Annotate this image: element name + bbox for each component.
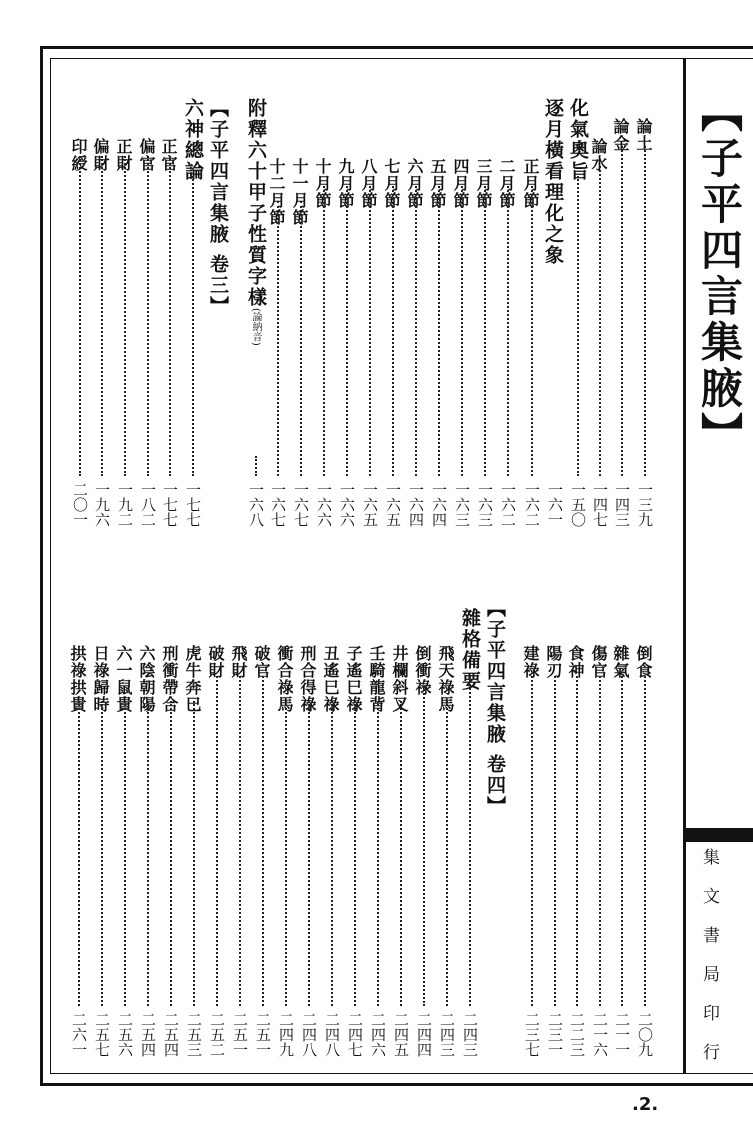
dot-leader bbox=[461, 186, 463, 476]
toc-entry bbox=[391, 645, 407, 713]
toc-entry-label: 論水 bbox=[589, 138, 608, 172]
toc-entry-label: 衝合祿馬 bbox=[275, 645, 294, 713]
dot-leader bbox=[599, 166, 601, 476]
toc-entry bbox=[337, 158, 353, 209]
toc-entry bbox=[314, 158, 330, 209]
toc-entry-label: 十一月節 bbox=[290, 158, 309, 226]
toc-entry-label: 【子平四言集腋 卷三】 bbox=[207, 98, 229, 317]
toc-entry-label: 建祿 bbox=[521, 645, 540, 679]
dot-leader bbox=[377, 701, 379, 1006]
toc-entry bbox=[69, 645, 85, 713]
dot-leader bbox=[124, 156, 126, 476]
toc-page-number: 二五一 bbox=[254, 1012, 272, 1057]
dot-leader bbox=[438, 186, 440, 476]
dot-leader bbox=[577, 176, 579, 476]
dot-leader bbox=[469, 676, 471, 1006]
dot-leader bbox=[621, 676, 623, 1006]
toc-entry bbox=[208, 98, 227, 317]
toc-entry-label: 四月節 bbox=[451, 158, 470, 209]
toc-page-number: 二〇一 bbox=[71, 482, 89, 527]
dot-leader bbox=[239, 676, 241, 1006]
toc-entry bbox=[522, 158, 538, 209]
toc-entry bbox=[437, 645, 453, 713]
toc-entry-label: 正官 bbox=[159, 138, 178, 172]
dot-leader bbox=[147, 156, 149, 476]
dot-leader bbox=[277, 201, 279, 476]
toc-entry bbox=[207, 645, 223, 679]
dot-leader bbox=[507, 186, 509, 476]
toc-entry bbox=[485, 598, 504, 817]
toc-page-number: 二五二 bbox=[208, 1012, 226, 1057]
publisher-label: 集文書局印行 bbox=[699, 848, 719, 1082]
toc-entry-label: 三月節 bbox=[474, 158, 493, 209]
toc-entry bbox=[475, 158, 491, 209]
dot-leader bbox=[300, 201, 302, 476]
toc-entry-label: 雜格備要 bbox=[459, 608, 481, 692]
dot-leader bbox=[576, 676, 578, 1006]
toc-page-number: 一六一 bbox=[546, 482, 564, 527]
dot-leader bbox=[262, 676, 264, 1006]
toc-page-number: 二四八 bbox=[300, 1012, 318, 1057]
toc-page-number: 一六二 bbox=[499, 482, 517, 527]
toc-entry bbox=[138, 645, 154, 713]
toc-entry-label: 拱祿拱貴 bbox=[68, 645, 87, 713]
toc-page-number: 二四五 bbox=[392, 1012, 410, 1057]
book-title: 【子平四言集腋】 bbox=[695, 90, 744, 458]
toc-entry bbox=[138, 138, 154, 172]
toc-entry-label: 食神 bbox=[566, 645, 585, 679]
dot-leader bbox=[599, 676, 601, 1006]
dot-leader bbox=[354, 701, 356, 1006]
toc-page-number: 一五〇 bbox=[569, 482, 587, 527]
toc-entry-label: 八月節 bbox=[359, 158, 378, 209]
dot-leader bbox=[423, 686, 425, 1006]
dot-leader bbox=[216, 676, 218, 1006]
dot-leader bbox=[531, 676, 533, 1006]
toc-entry-label: 壬騎龍背 bbox=[367, 645, 386, 713]
toc-entry bbox=[92, 645, 108, 713]
toc-entry-label: 陽刃 bbox=[544, 645, 563, 679]
toc-page-number: 一六六 bbox=[315, 482, 333, 527]
toc-page-number: 二四三 bbox=[438, 1012, 456, 1057]
toc-entry-label: 十月節 bbox=[313, 158, 332, 209]
toc-entry-label: 印綬 bbox=[69, 138, 88, 172]
dot-leader bbox=[621, 146, 623, 476]
toc-entry-label: 飛天祿馬 bbox=[436, 645, 455, 713]
toc-entry bbox=[498, 158, 514, 209]
toc-entry-label: 六神總論 bbox=[182, 98, 204, 182]
toc-entry-label: 【子平四言集腋 卷四】 bbox=[484, 598, 506, 817]
toc-entry bbox=[635, 118, 651, 152]
toc-page-number: 一九二 bbox=[116, 482, 134, 527]
dot-leader bbox=[101, 701, 103, 1006]
toc-entry-label: 虎牛奔巳 bbox=[183, 645, 202, 713]
toc-page-number: 一七七 bbox=[184, 482, 202, 527]
toc-entry bbox=[276, 645, 292, 713]
dot-leader bbox=[192, 176, 194, 476]
toc-entry bbox=[268, 158, 284, 226]
toc-entry-label: 附釋六十甲子性質字樣 bbox=[245, 98, 267, 308]
toc-page-number: 二〇九 bbox=[636, 1012, 654, 1057]
toc-entry-label: 化氣奧旨 bbox=[567, 98, 589, 182]
toc-page-number: 一六五 bbox=[384, 482, 402, 527]
dot-leader bbox=[101, 156, 103, 476]
toc-entry bbox=[590, 645, 606, 679]
toc-page-number: 一六四 bbox=[407, 482, 425, 527]
dot-leader bbox=[644, 146, 646, 476]
toc-entry-label: 十二月節 bbox=[267, 158, 286, 226]
dot-leader bbox=[531, 186, 533, 476]
toc-page-number: 一八二 bbox=[139, 482, 157, 527]
dot-leader bbox=[124, 701, 126, 1006]
toc-page-number: 二四八 bbox=[323, 1012, 341, 1057]
toc-entry bbox=[92, 138, 108, 172]
dot-leader bbox=[331, 701, 333, 1006]
toc-entry bbox=[345, 645, 361, 713]
toc-entry-label: 傷官 bbox=[589, 645, 608, 679]
dot-leader bbox=[369, 186, 371, 476]
toc-entry-label: 正月節 bbox=[521, 158, 540, 209]
toc-page-number: 二五四 bbox=[162, 1012, 180, 1057]
toc-entry-label: 刑合得祿 bbox=[298, 645, 317, 713]
toc-entry bbox=[115, 138, 131, 172]
toc-page-number: 二五三 bbox=[185, 1012, 203, 1057]
toc-entry bbox=[522, 645, 538, 679]
toc-entry bbox=[368, 645, 384, 713]
dot-leader bbox=[193, 701, 195, 1006]
dot-leader bbox=[308, 701, 310, 1006]
dot-leader bbox=[169, 156, 171, 476]
toc-entry-label: 破官 bbox=[252, 645, 271, 679]
toc-page-number: 一六三 bbox=[476, 482, 494, 527]
toc-page-number: 二二三 bbox=[568, 1012, 586, 1057]
dot-leader bbox=[446, 701, 448, 1006]
toc-entry bbox=[612, 645, 628, 679]
toc-entry-label: 逐月橫看理化之象 bbox=[542, 98, 564, 266]
toc-entry bbox=[115, 645, 131, 713]
dot-leader bbox=[285, 701, 287, 1006]
toc-entry bbox=[568, 98, 587, 182]
toc-entry-label: 六陰朝陽 bbox=[137, 645, 156, 713]
toc-entry bbox=[414, 645, 430, 696]
toc-entry-label: 七月節 bbox=[382, 158, 401, 209]
toc-entry-label: 九月節 bbox=[336, 158, 355, 209]
dot-leader bbox=[392, 186, 394, 476]
toc-entry-label: 倒食 bbox=[634, 645, 653, 679]
title-divider bbox=[683, 58, 686, 1074]
toc-page-number: 二四六 bbox=[369, 1012, 387, 1057]
toc-entry bbox=[635, 645, 651, 679]
toc-page-number: 二一一 bbox=[613, 1012, 631, 1057]
toc-page-number: 二四七 bbox=[346, 1012, 364, 1057]
toc-entry bbox=[160, 138, 176, 172]
toc-page-number: 一六四 bbox=[430, 482, 448, 527]
toc-page-number: 二一六 bbox=[591, 1012, 609, 1057]
toc-page-number: 一六二 bbox=[523, 482, 541, 527]
publisher-bar bbox=[686, 828, 753, 842]
dot-leader bbox=[415, 186, 417, 476]
toc-page-number: 二四四 bbox=[415, 1012, 433, 1057]
dot-leader bbox=[644, 676, 646, 1006]
toc-entry-label: 破財 bbox=[206, 645, 225, 679]
toc-page-number: 一六七 bbox=[292, 482, 310, 527]
toc-entry bbox=[246, 98, 265, 346]
toc-entry-label: 偏官 bbox=[137, 138, 156, 172]
toc-entry bbox=[545, 645, 561, 679]
toc-page-number: 一六五 bbox=[361, 482, 379, 527]
toc-entry bbox=[543, 98, 562, 266]
toc-entry bbox=[590, 138, 606, 172]
toc-page-number: 一六七 bbox=[269, 482, 287, 527]
toc-page-number: 二三七 bbox=[523, 1012, 541, 1057]
toc-entry bbox=[452, 158, 468, 209]
toc-page-number: 一六三 bbox=[453, 482, 471, 527]
toc-entry bbox=[406, 158, 422, 209]
toc-page-number: 二五七 bbox=[93, 1012, 111, 1057]
toc-page-number: 二四三 bbox=[461, 1012, 479, 1057]
toc-page-number: 二六一 bbox=[70, 1012, 88, 1057]
dot-leader bbox=[323, 186, 325, 476]
dot-leader bbox=[147, 701, 149, 1006]
dot-leader bbox=[255, 456, 257, 476]
dot-leader bbox=[170, 701, 172, 1006]
dot-leader bbox=[78, 701, 80, 1006]
toc-entry-label: 論金 bbox=[611, 118, 630, 152]
toc-page-number: 一六八 bbox=[247, 482, 265, 527]
toc-entry-label: 六月節 bbox=[405, 158, 424, 209]
toc-page-number: 一四七 bbox=[591, 482, 609, 527]
toc-entry bbox=[161, 645, 177, 713]
dot-leader bbox=[554, 676, 556, 1006]
toc-page-number: 二五四 bbox=[139, 1012, 157, 1057]
toc-page-number: 二五六 bbox=[116, 1012, 134, 1057]
toc-entry-label: 子遙巳祿 bbox=[344, 645, 363, 713]
dot-leader bbox=[484, 186, 486, 476]
toc-page-number: 一三九 bbox=[636, 482, 654, 527]
dot-leader bbox=[79, 156, 81, 476]
toc-entry bbox=[567, 645, 583, 679]
toc-entry-label: 飛財 bbox=[229, 645, 248, 679]
toc-entry bbox=[230, 645, 246, 679]
toc-entry bbox=[291, 158, 307, 226]
toc-entry-label: 刑衝帶合 bbox=[160, 645, 179, 713]
toc-page-number: 一九六 bbox=[93, 482, 111, 527]
toc-entry bbox=[70, 138, 86, 172]
toc-page-number: 二四九 bbox=[277, 1012, 295, 1057]
toc-entry bbox=[360, 158, 376, 209]
toc-entry bbox=[183, 98, 202, 182]
toc-entry bbox=[184, 645, 200, 713]
toc-entry-label: 偏財 bbox=[91, 138, 110, 172]
toc-entry bbox=[429, 158, 445, 209]
toc-page-number: 二五一 bbox=[231, 1012, 249, 1057]
toc-page-number: 一四三 bbox=[613, 482, 631, 527]
dot-leader bbox=[400, 701, 402, 1006]
toc-entry-label: 五月節 bbox=[428, 158, 447, 209]
toc-entry-label: 論土 bbox=[634, 118, 653, 152]
toc-entry-label: 井欄斜叉 bbox=[390, 645, 409, 713]
toc-entry bbox=[253, 645, 269, 679]
toc-entry-label: 雜氣 bbox=[611, 645, 630, 679]
toc-entry-label: 丑遙巳祿 bbox=[321, 645, 340, 713]
page-number: .2. bbox=[632, 1094, 659, 1115]
toc-entry-label: 倒衝祿 bbox=[413, 645, 432, 696]
toc-entry-label: 二月節 bbox=[497, 158, 516, 209]
toc-entry-label: 日祿歸時 bbox=[91, 645, 110, 713]
toc-entry-label: 六一鼠貴 bbox=[114, 645, 133, 713]
toc-entry bbox=[612, 118, 628, 152]
toc-entry bbox=[383, 158, 399, 209]
toc-page-number: 一七七 bbox=[161, 482, 179, 527]
toc-page-number: 一六六 bbox=[338, 482, 356, 527]
toc-entry-note: (論納音) bbox=[250, 308, 261, 346]
toc-entry-label: 正財 bbox=[114, 138, 133, 172]
toc-page-number: 二三一 bbox=[546, 1012, 564, 1057]
toc-entry bbox=[299, 645, 315, 713]
dot-leader bbox=[346, 186, 348, 476]
toc-entry bbox=[322, 645, 338, 713]
